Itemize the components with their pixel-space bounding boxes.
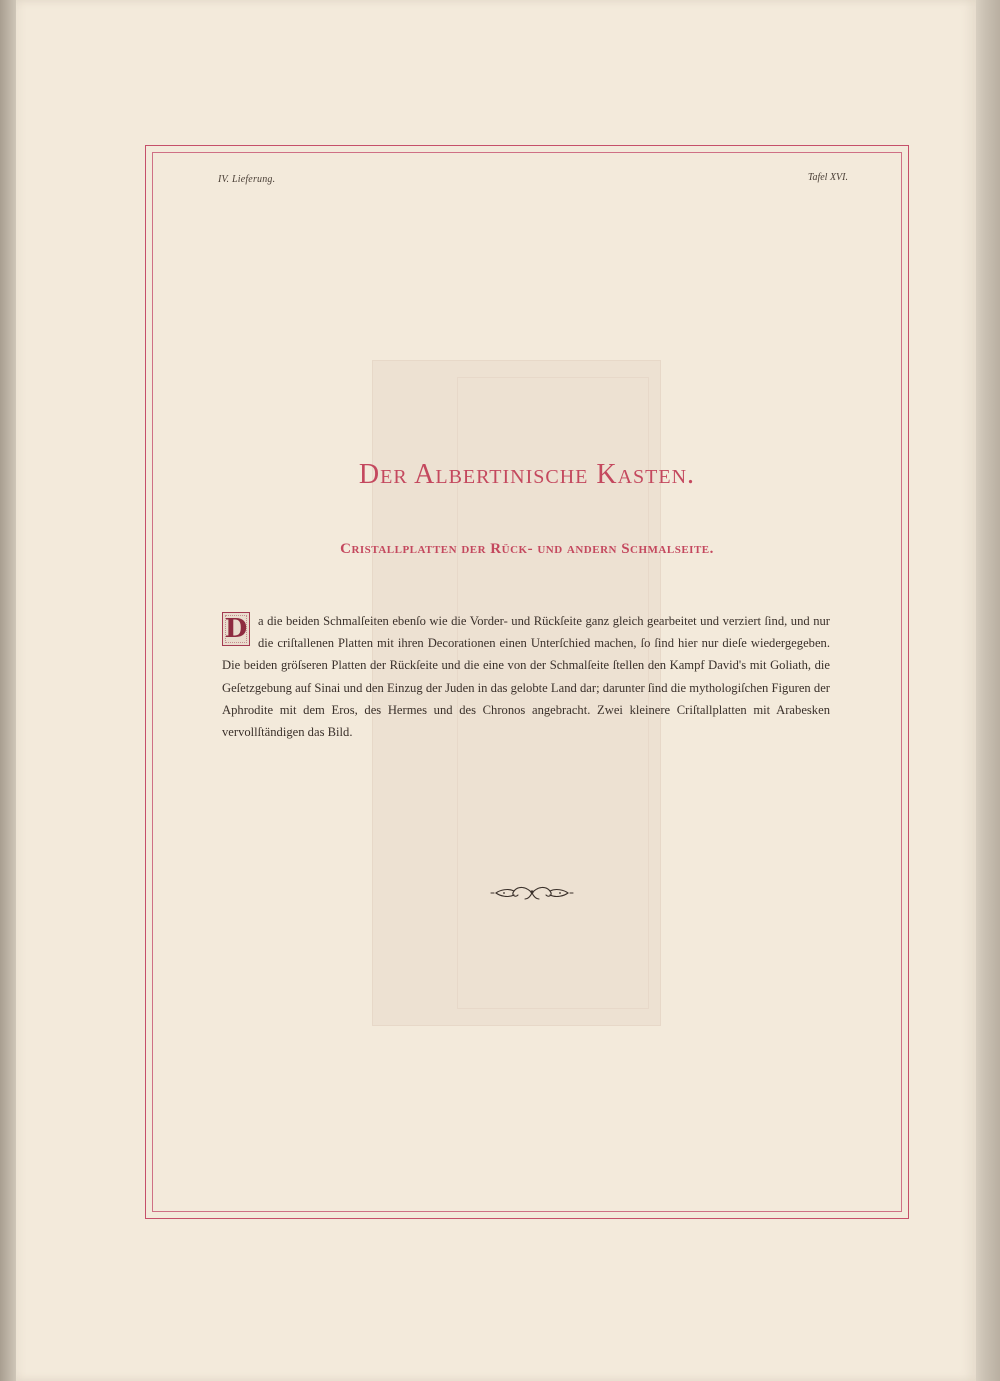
running-head-left: IV. Lieferung. bbox=[218, 174, 276, 185]
body-text: a die beiden Schmalſeiten ebenſo wie die Vorder- und Rückſeite ganz gleich gearbeitet und verziert ſind, und nur die criſtallenen Platten mit ihren Decorationen einen Unterſchied machen, ſo ſind hier nur dieſe wiedergegeben. Die beiden gröſseren Platten der Rückſeite und die eine von der Schmalſeite ſtellen den Kampf David's mit Goliath, die Geſetzgebung auf Sinai und den Einzug der Juden in das gelobte Land dar; darunter ſind die mythologiſchen Figuren der Aphrodite mit dem Eros, des Hermes und des Chronos angebracht. Zwei kleinere Criſtallplatten mit Arabesken vervollſtändigen das Bild. bbox=[222, 614, 830, 740]
floral-scroll-ornament-icon bbox=[490, 882, 574, 904]
page-title: Der Albertinische Kasten. bbox=[358, 458, 696, 490]
running-head-right: Tafel XVI. bbox=[807, 172, 848, 183]
body-paragraph bbox=[222, 610, 830, 743]
page-edge bbox=[976, 0, 1000, 1381]
page-subtitle: Cristallplatten der Rück- und andern Schmalseite. bbox=[340, 541, 714, 558]
spine-shadow bbox=[0, 0, 16, 1381]
illuminated-initial-icon: D bbox=[222, 612, 250, 646]
